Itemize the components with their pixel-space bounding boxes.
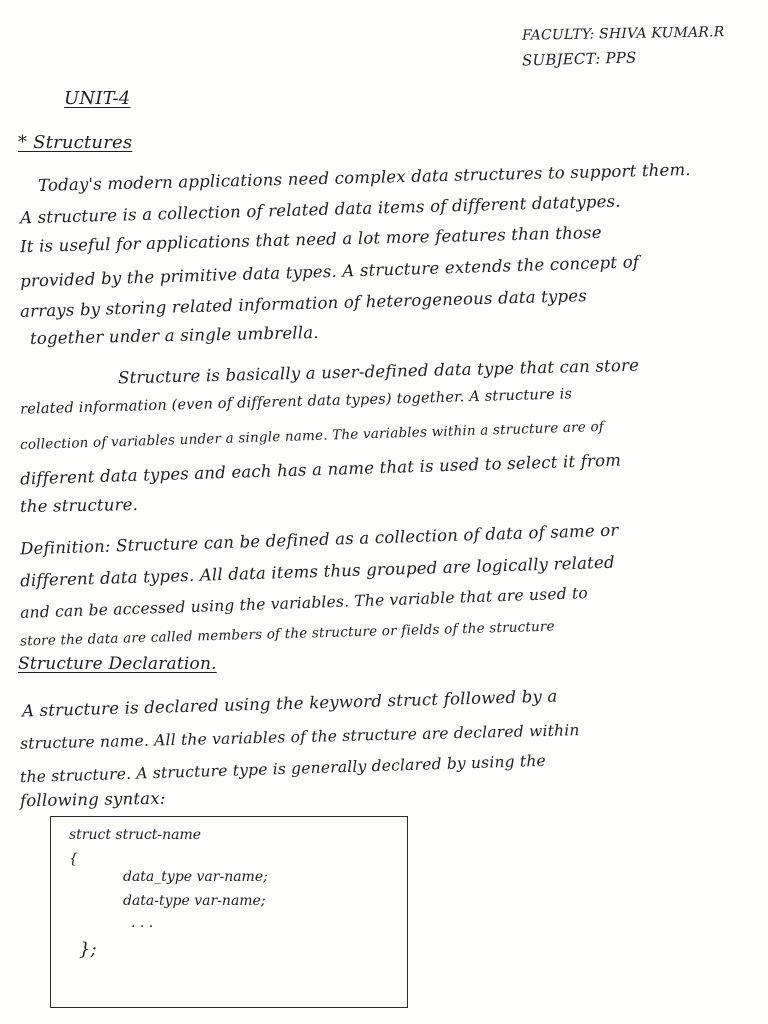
- paragraph-line: and can be accessed using the variables. The variable that are used to: [19, 584, 589, 622]
- paragraph-line: the structure.: [19, 494, 139, 517]
- declaration-line: the structure. A structure type is generally declared by using the: [19, 751, 547, 787]
- paragraph-line: store the data are called members of the structure or fields of the structure: [19, 618, 555, 650]
- paragraph-line: provided by the primitive data types. A structure extends the concept of: [19, 252, 640, 291]
- paragraph-line: Today's modern applications need complex data structures to support them.: [37, 160, 691, 195]
- syntax-box: [50, 816, 408, 1008]
- definition-line: Definition: Structure can be defined as a collection of data of same or: [19, 520, 619, 559]
- code-line-member: data_type var-name;: [123, 869, 268, 885]
- paragraph-line: different data types. All data items thus grouped are logically related: [19, 552, 615, 591]
- paragraph-line: A structure is a collection of related data items of different datatypes.: [19, 191, 621, 228]
- faculty-label: FACULTY: SHIVA KUMAR.R: [521, 24, 725, 44]
- declaration-line: structure name. All the variables of the structure are declared within: [19, 721, 580, 753]
- subject-label: SUBJECT: PPS: [521, 48, 637, 70]
- paragraph-line: Structure is basically a user-defined data type that can store: [117, 355, 640, 388]
- unit-title: UNIT-4: [64, 88, 131, 109]
- code-line-close-brace: };: [79, 939, 97, 960]
- paragraph-line: arrays by storing related information of heterogeneous data types: [19, 286, 588, 321]
- code-line-ellipsis: . . .: [131, 915, 154, 931]
- code-line-open-brace: {: [69, 851, 78, 867]
- paragraph-line: It is useful for applications that need a lot more features than those: [19, 222, 602, 257]
- code-line-member: data-type var-name;: [123, 893, 266, 909]
- paragraph-line: different data types and each has a name that is used to select it from: [19, 450, 622, 489]
- paragraph-line: together under a single umbrella.: [29, 322, 319, 349]
- section-heading-declaration: Structure Declaration.: [18, 654, 217, 674]
- code-line-struct: struct struct-name: [69, 827, 202, 843]
- paragraph-line: related information (even of different data types) together. A structure is: [19, 386, 573, 418]
- paragraph-line: collection of variables under a single name. The variables within a structure are of: [19, 418, 605, 454]
- declaration-line: A structure is declared using the keyword struct followed by a: [21, 686, 558, 721]
- declaration-line: following syntax:: [19, 788, 166, 811]
- section-heading-structures: * Structures: [18, 132, 133, 153]
